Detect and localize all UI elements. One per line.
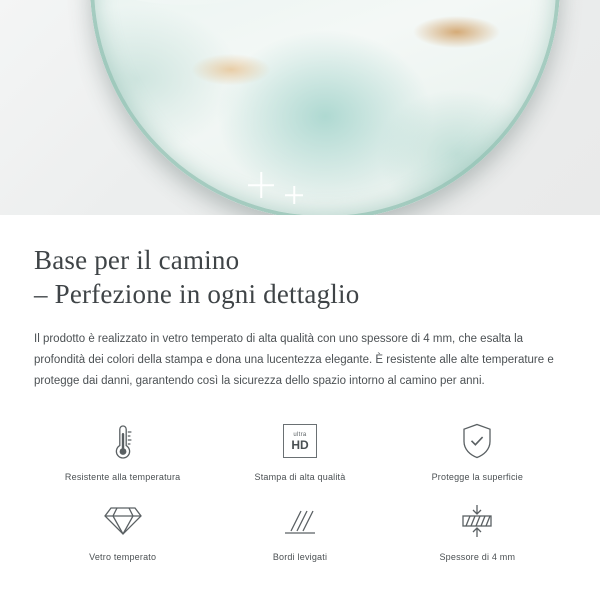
diamond-icon: [103, 498, 143, 544]
polished-edges-icon: [281, 498, 319, 544]
page-title: [34, 243, 566, 311]
ultra-hd-icon: [283, 418, 317, 464]
content-area: [0, 215, 600, 562]
headline-line-2: – Perfezione in ogni dettaglio: [34, 279, 360, 309]
feature-item-surface-protection: [389, 418, 566, 482]
feature-label: Spessore di 4 mm: [439, 552, 516, 562]
ultra-hd-badge-top: ultra: [293, 431, 307, 438]
feature-grid: [34, 418, 566, 562]
feature-item-thickness: [389, 498, 566, 562]
feature-label: Stampa di alta qualità: [254, 472, 346, 482]
feature-item-temperature: [34, 418, 211, 482]
description-paragraph: Il prodotto è realizzato in vetro temperato di alta qualità con uno spessore di 4 mm, che esalta la profondità dei colori della stampa e dona una lucentezza elegante. È resistente alle alte temperature e protegge dai danni, garantendo così la sicurezza dello spazio intorno al camino per anni.: [34, 333, 554, 387]
headline-line-1: Base per il camino: [34, 245, 240, 275]
thermometer-icon: [110, 418, 136, 464]
feature-item-tempered-glass: [34, 498, 211, 562]
hero-image: [0, 0, 600, 215]
feature-item-print-quality: [211, 418, 388, 482]
feature-label: Bordi levigati: [272, 552, 328, 562]
feature-item-polished-edges: [211, 498, 388, 562]
thickness-arrows-icon: [457, 498, 497, 544]
feature-label: Vetro temperato: [89, 552, 157, 562]
feature-label: Resistente alla temperatura: [64, 472, 181, 482]
glass-plate-image: [90, 0, 560, 215]
feature-label: Protegge la superficie: [431, 472, 524, 482]
shield-check-icon: [459, 418, 495, 464]
ultra-hd-badge-bottom: HD: [291, 437, 309, 452]
